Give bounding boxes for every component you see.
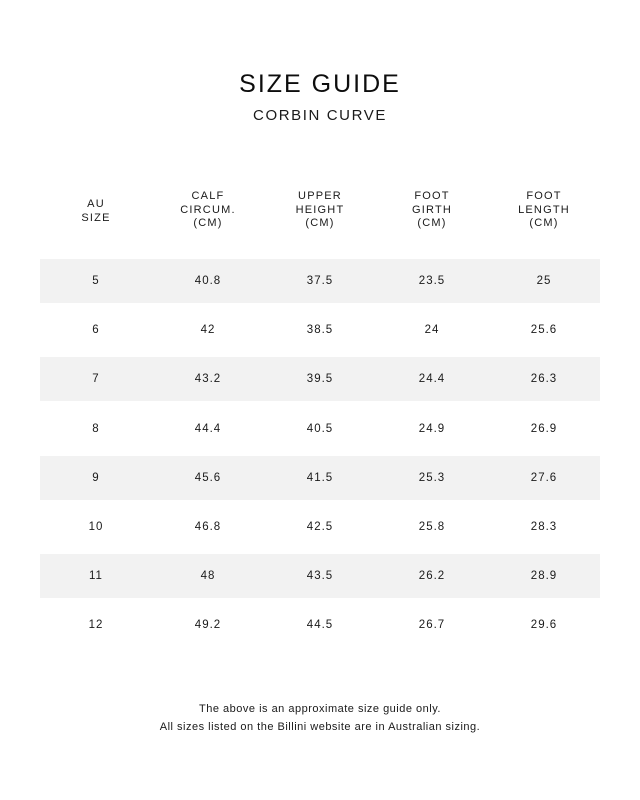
cell-foot-girth: 24: [424, 324, 440, 337]
cell-upper-height: 42.5: [306, 520, 334, 533]
cell-au-size: 8: [92, 422, 100, 435]
disclaimer-line-2: All sizes listed on the Billini website are in Australian sizing.: [159, 721, 481, 733]
table-row: [40, 357, 600, 401]
header-foot-girth: FOOT GIRTH (CM): [411, 190, 453, 229]
cell-foot-length: 26.9: [530, 422, 558, 435]
header-calf-circumference: CALF CIRCUM. (CM): [180, 190, 236, 229]
cell-upper-height: 43.5: [306, 570, 334, 583]
table-body: [40, 259, 600, 653]
cell-au-size: 9: [92, 471, 100, 484]
cell-foot-length: 28.3: [530, 520, 558, 533]
table-row: [40, 554, 600, 598]
cell-foot-girth: 23.5: [418, 275, 446, 287]
cell-au-size: 11: [89, 570, 103, 583]
table-row: [40, 456, 600, 500]
cell-upper-height: 38.5: [306, 324, 334, 337]
cell-au-size: 7: [92, 373, 100, 386]
table-row: [40, 505, 600, 549]
cell-foot-girth: 26.2: [418, 570, 446, 583]
cell-calf-circumference: 43.2: [194, 373, 222, 386]
disclaimer: [0, 700, 640, 736]
cell-foot-girth: 25.8: [418, 520, 446, 533]
cell-au-size: 6: [92, 324, 100, 337]
cell-foot-girth: 26.7: [418, 619, 446, 632]
cell-au-size: 5: [92, 275, 100, 287]
cell-foot-length: 25.6: [530, 324, 558, 337]
cell-foot-girth: 24.9: [418, 422, 446, 435]
cell-upper-height: 44.5: [306, 619, 334, 632]
cell-calf-circumference: 42: [200, 324, 216, 337]
product-name: CORBIN CURVE: [253, 107, 387, 124]
cell-calf-circumference: 40.8: [194, 275, 222, 287]
header-au-size: AU SIZE: [81, 198, 111, 224]
table-row: [40, 603, 600, 647]
cell-foot-length: 27.6: [530, 471, 558, 484]
size-table: [40, 190, 600, 632]
cell-foot-length: 29.6: [530, 619, 558, 632]
cell-foot-length: 28.9: [530, 570, 558, 583]
table-row: [40, 259, 600, 303]
cell-calf-circumference: 48: [200, 570, 216, 583]
cell-foot-length: 26.3: [530, 373, 558, 386]
cell-calf-circumference: 49.2: [194, 619, 222, 632]
cell-upper-height: 39.5: [306, 373, 334, 386]
header-foot-length: FOOT LENGTH (CM): [518, 190, 570, 229]
disclaimer-line-1: The above is an approximate size guide only.: [199, 703, 441, 715]
table-row: [40, 407, 600, 451]
table-header: [40, 190, 600, 260]
cell-au-size: 10: [88, 520, 104, 533]
cell-calf-circumference: 44.4: [194, 422, 222, 435]
cell-calf-circumference: 45.6: [194, 471, 222, 484]
header-upper-height: UPPER HEIGHT (CM): [295, 190, 345, 229]
cell-foot-girth: 24.4: [418, 373, 446, 386]
cell-upper-height: 41.5: [306, 471, 334, 484]
cell-foot-girth: 25.3: [418, 471, 446, 484]
cell-upper-height: 37.5: [306, 275, 334, 287]
cell-au-size: 12: [88, 619, 104, 632]
page-title: SIZE GUIDE: [239, 70, 401, 98]
cell-upper-height: 40.5: [306, 422, 334, 435]
table-row: [40, 308, 600, 352]
cell-calf-circumference: 46.8: [194, 520, 222, 533]
cell-foot-length: 25: [536, 275, 552, 287]
